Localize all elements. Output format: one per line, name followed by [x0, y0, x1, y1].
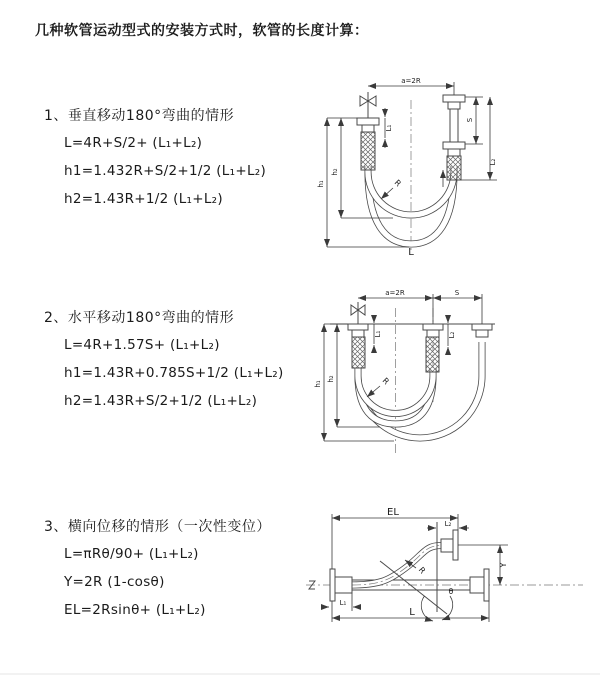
section2-formula-h2: h2=1.43R+S/2+1/2 (L₁+L₂) [64, 393, 258, 409]
label-theta: θ [448, 587, 454, 596]
ext-line [461, 97, 497, 180]
pipe-right [450, 109, 458, 142]
label-l: L [408, 247, 414, 258]
diagram-horizontal-movement [310, 284, 598, 462]
label-h1: h₁ [317, 180, 325, 188]
flange-right-upper-plate [453, 530, 458, 560]
page-title: 几种软管运动型式的安装方式时，软管的长度计算： [35, 23, 369, 39]
hose-s-curve [352, 546, 441, 586]
label-l1: L₁ [385, 124, 393, 132]
label-l2: L₂ [448, 331, 456, 339]
section3-formula-Y: Y=2R (1-cosθ) [64, 574, 165, 590]
braid-right [447, 156, 461, 180]
section1-formula-L: L=4R+S/2+ (L₁+L₂) [64, 135, 203, 151]
label-l: L [409, 607, 415, 618]
label-el: EL [387, 507, 399, 518]
flange-left-hub [335, 577, 352, 593]
flange-left-plate [330, 569, 335, 601]
flange-left-hub [352, 330, 364, 337]
flange-left [357, 118, 379, 125]
ext-line [332, 514, 458, 569]
flange-left [348, 324, 368, 330]
label-a2r: a=2R [401, 77, 421, 85]
flange-right-upper-hub [441, 539, 453, 552]
flange-right-lower-plate [484, 569, 489, 601]
label-h2: h₂ [327, 375, 335, 383]
label-a2r: a=2R [385, 289, 405, 297]
section2-heading: 2、水平移动180°弯曲的情形 [44, 310, 235, 326]
label-r: R [416, 565, 428, 576]
label-l2: L₂ [489, 158, 497, 166]
radius-arrow [381, 188, 393, 199]
theta-arc-left [421, 596, 433, 621]
radius-arrow [367, 386, 380, 397]
flange-left-hub [362, 125, 374, 132]
diagram-lateral-displacement [298, 506, 600, 646]
label-s: S [454, 289, 460, 297]
flange-right-upper [443, 95, 465, 102]
section2-formula-h1: h1=1.43R+0.785S+1/2 (L₁+L₂) [64, 365, 284, 381]
flange-middle-hub [427, 330, 439, 337]
braid-left [361, 132, 375, 170]
flange-middle [423, 324, 443, 330]
flange-right-hub [476, 330, 488, 337]
braid-left [352, 337, 365, 368]
section1-heading: 1、垂直移动180°弯曲的情形 [44, 108, 235, 124]
section3-heading: 3、横向位移的情形（一次性变位） [44, 519, 271, 535]
label-l1: L₁ [374, 330, 382, 338]
label-h1: h₁ [314, 380, 322, 388]
flange-right-lower-hub [470, 577, 484, 593]
flange-right-upper-hub [448, 102, 460, 109]
section3-formula-EL: EL=2Rsinθ+ (L₁+L₂) [64, 602, 206, 618]
section1-formula-h2: h2=1.43R+1/2 (L₁+L₂) [64, 191, 223, 207]
diagram-vertical-movement [313, 72, 598, 257]
label-y: Y [499, 562, 508, 568]
label-l1: L₁ [339, 599, 347, 607]
section1-formula-h1: h1=1.432R+S/2+1/2 (L₁+L₂) [64, 163, 267, 179]
section2-formula-L: L=4R+1.57S+ (L₁+L₂) [64, 337, 220, 353]
flange-right-lower [443, 142, 465, 149]
label-h2: h₂ [331, 168, 339, 176]
flange-right-lower-hub [448, 149, 460, 156]
label-r: R [392, 178, 403, 189]
section3-formula-L: L=πRθ/90+ (L₁+L₂) [64, 546, 199, 562]
flange-right [472, 324, 492, 330]
label-s: S [466, 117, 474, 123]
label-l2: L₂ [444, 520, 452, 528]
label-r: R [380, 376, 391, 387]
theta-arc-right [442, 596, 453, 620]
braid-middle [426, 337, 439, 372]
ext-line [433, 294, 482, 324]
